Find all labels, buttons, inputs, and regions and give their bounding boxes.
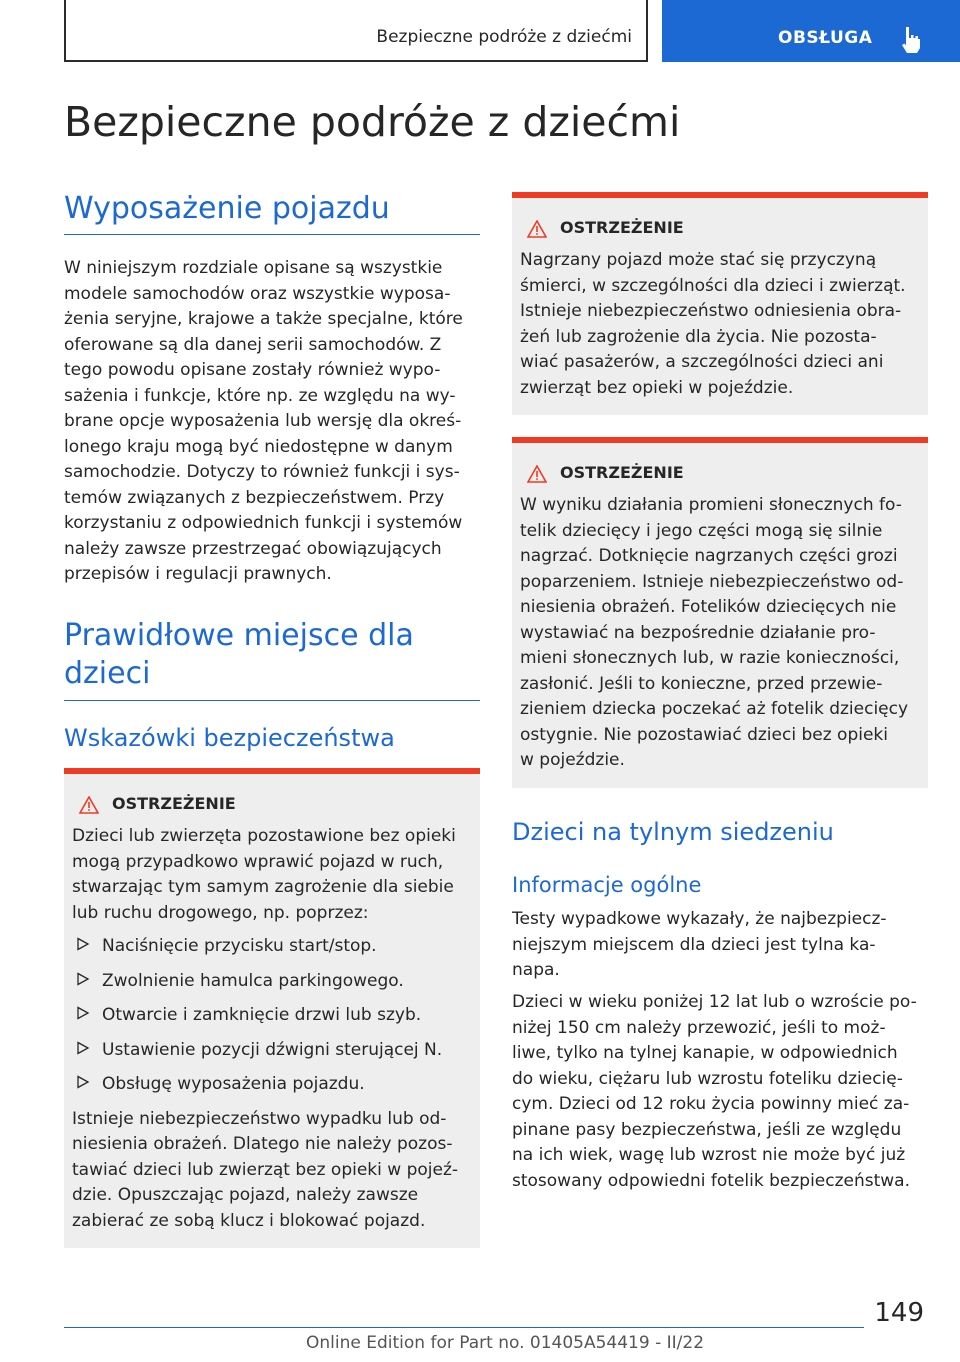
triangle-bullet-icon: [76, 1006, 90, 1020]
footer-rule: [64, 1327, 864, 1328]
list-item-text: Obsługę wyposażenia pojazdu.: [102, 1074, 365, 1094]
heading-rule: [64, 234, 480, 235]
warning-title: OSTRZEŻENIE: [560, 218, 684, 237]
text-line: korzystaniu z odpowiednich funkcji i systemów: [64, 513, 463, 533]
warning-header: [520, 218, 920, 244]
warning-header: [72, 794, 472, 820]
text-line: żeń lub zagrożenie dla życia. Nie pozosta-: [520, 326, 877, 347]
text-line: na ich wiek, wagę lub wzrost nie może być już: [512, 1145, 906, 1165]
text-line: mogą przypadkowo wprawić pojazd w ruch,: [72, 851, 444, 872]
text-line: śmierci, w szczególności dla dzieci i zwierząt.: [520, 275, 906, 296]
page-number: 149: [874, 1298, 924, 1328]
list-item: [72, 934, 472, 960]
list-item-text: Otwarcie i zamknięcie drzwi lub szyb.: [102, 1005, 422, 1025]
text-line: sażenia i funkcje, które np. ze względu na wy-: [64, 385, 456, 406]
text-line: niżej 150 cm należy przewozić, jeśli to moż-: [512, 1017, 886, 1038]
text-line: zwierząt bez opieki w pojeździe.: [520, 377, 794, 398]
warning-text: [520, 248, 920, 401]
text-line: zieniem dziecka poczekać aż fotelik dziecięcy: [520, 699, 909, 719]
warning-triangle-icon: [527, 220, 547, 238]
text-line: żenia seryjne, krajowe a także specjalne, które: [64, 309, 463, 329]
text-line: brane opcje wyposażenia lub wersję dla okreś-: [64, 411, 462, 431]
chapter-tab[interactable]: [662, 0, 960, 62]
heading-line: dzieci: [64, 656, 151, 691]
rear-seat-paragraph-2: [512, 990, 928, 1194]
text-line: modele samochodów oraz wszystkie wyposa-: [64, 283, 451, 304]
heading-equipment: Wyposażenie pojazdu: [64, 191, 390, 226]
heading-rule: [64, 700, 480, 701]
text-line: W niniejszym rozdziale opisane są wszystkie: [64, 258, 443, 278]
list-item: [72, 1003, 472, 1029]
triangle-bullet-icon: [76, 937, 90, 951]
list-item-text: Naciśnięcie przycisku start/stop.: [102, 936, 377, 956]
text-line: do wieku, ciężaru lub wzrostu foteliku dziecię-: [512, 1068, 903, 1089]
text-line: przepisów i regulacji prawnych.: [64, 564, 332, 584]
warning-box-1: [64, 768, 480, 1248]
text-line: wystawiać na bezpośrednie działanie pro-: [520, 622, 876, 643]
triangle-bullet-icon: [76, 972, 90, 986]
warning-list: [72, 934, 472, 1098]
text-line: Testy wypadkowe wykazały, że najbezpiecz-: [512, 909, 887, 929]
text-line: Dzieci lub zwierzęta pozostawione bez opieki: [72, 826, 456, 846]
text-line: W wyniku działania promieni słonecznych fo-: [520, 495, 902, 515]
triangle-bullet-icon: [76, 1075, 90, 1089]
text-line: niesienia obrażeń. Fotelików dziecięcych nie: [520, 597, 897, 617]
text-line: Nagrzany pojazd może stać się przyczyną: [520, 250, 877, 270]
text-line: liwe, tylko na tylnej kanapie, w odpowiednich: [512, 1043, 898, 1063]
text-line: Istnieje niebezpieczeństwo odniesienia obra-: [520, 301, 902, 321]
text-line: mieni słonecznych lub, w razie konieczności,: [520, 648, 900, 668]
heading-child-place: [64, 617, 480, 693]
heading-rear-seat: Dzieci na tylnym siedzeniu: [512, 818, 834, 846]
text-line: w pojeździe.: [520, 750, 625, 770]
text-line: dzie. Opuszczając pojazd, należy zawsze: [72, 1185, 419, 1205]
list-item-text: Zwolnienie hamulca parkingowego.: [102, 970, 404, 991]
text-line: lub ruchu drogowego, np. poprzez:: [72, 902, 369, 923]
triangle-bullet-icon: [76, 1041, 90, 1055]
chapter-tab-label: OBSŁUGA: [778, 28, 873, 48]
running-header: [64, 0, 648, 62]
warning-title: OSTRZEŻENIE: [112, 794, 236, 813]
warning-box-3: [512, 437, 928, 788]
pointing-hand-icon: [898, 25, 924, 55]
warning-header: [520, 463, 920, 489]
text-line: poparzeniem. Istnieje niebezpieczeństwo od-: [520, 571, 904, 592]
text-line: zabierać ze sobą klucz i blokować pojazd.: [72, 1210, 426, 1231]
text-line: niesienia obrażeń. Dlatego nie należy pozos-: [72, 1134, 453, 1154]
warning-outro: [72, 1107, 472, 1235]
text-line: wiać pasażerów, a szczególności dzieci ani: [520, 352, 884, 372]
list-item: [72, 1038, 472, 1064]
list-item: [72, 969, 472, 995]
text-line: należy zawsze przestrzegać obowiązujących: [64, 538, 442, 559]
text-line: nagrzać. Dotknięcie nagrzanych części grozi: [520, 546, 898, 566]
list-item-text: Ustawienie pozycji dźwigni sterującej N.: [102, 1039, 443, 1060]
heading-general-info: Informacje ogólne: [512, 873, 702, 897]
edition-text: Online Edition for Part no. 01405A54419 - II/22: [306, 1333, 705, 1353]
text-line: stwarzając tym samym zagrożenie dla siebie: [72, 877, 454, 897]
text-line: lonego kraju mogą być niedostępne w danym: [64, 436, 453, 457]
text-line: oferowane są dla danej serii samochodów. Z: [64, 334, 442, 355]
text-line: pinane pasy bezpieczeństwa, jeśli ze względu: [512, 1119, 902, 1140]
text-line: Dzieci w wieku poniżej 12 lat lub o wzroście po-: [512, 992, 917, 1012]
heading-safety-tips: Wskazówki bezpieczeństwa: [64, 724, 395, 752]
text-line: zasłonić. Jeśli to konieczne, przed przewie-: [520, 673, 883, 694]
text-line: tawiać dzieci lub zwierząt bez opieki w pojeź-: [72, 1159, 459, 1180]
heading-line: Prawidłowe miejsce dla: [64, 618, 414, 653]
list-item: [72, 1072, 472, 1098]
page-title: Bezpieczne podróże z dziećmi: [64, 98, 681, 146]
warning-intro: [72, 824, 472, 926]
text-line: Istnieje niebezpieczeństwo wypadku lub od-: [72, 1108, 447, 1129]
warning-title: OSTRZEŻENIE: [560, 463, 684, 482]
warning-triangle-icon: [79, 796, 99, 814]
warning-text: [520, 493, 920, 774]
warning-box-2: [512, 192, 928, 415]
text-line: ostygnie. Nie pozostawiać dzieci bez opieki: [520, 724, 888, 745]
text-line: temów związanych z bezpieczeństwem. Przy: [64, 487, 445, 508]
text-line: cym. Dzieci od 12 roku życia powinny mieć za-: [512, 1094, 910, 1114]
warning-triangle-icon: [527, 465, 547, 483]
text-line: samochodzie. Dotyczy to również funkcji i sys-: [64, 462, 460, 482]
text-line: napa.: [512, 960, 560, 980]
running-header-section: Bezpieczne podróże z dziećmi: [376, 27, 632, 47]
text-line: stosowany odpowiedni fotelik bezpieczeństwa.: [512, 1170, 911, 1191]
text-line: telik dziecięcy i jego części mogą się silnie: [520, 520, 883, 541]
text-line: tego powodu opisane zostały również wypo-: [64, 360, 441, 380]
text-line: niejszym miejscem dla dzieci jest tylna ka-: [512, 934, 876, 955]
equipment-paragraph: [64, 256, 480, 588]
rear-seat-paragraph-1: [512, 907, 928, 984]
